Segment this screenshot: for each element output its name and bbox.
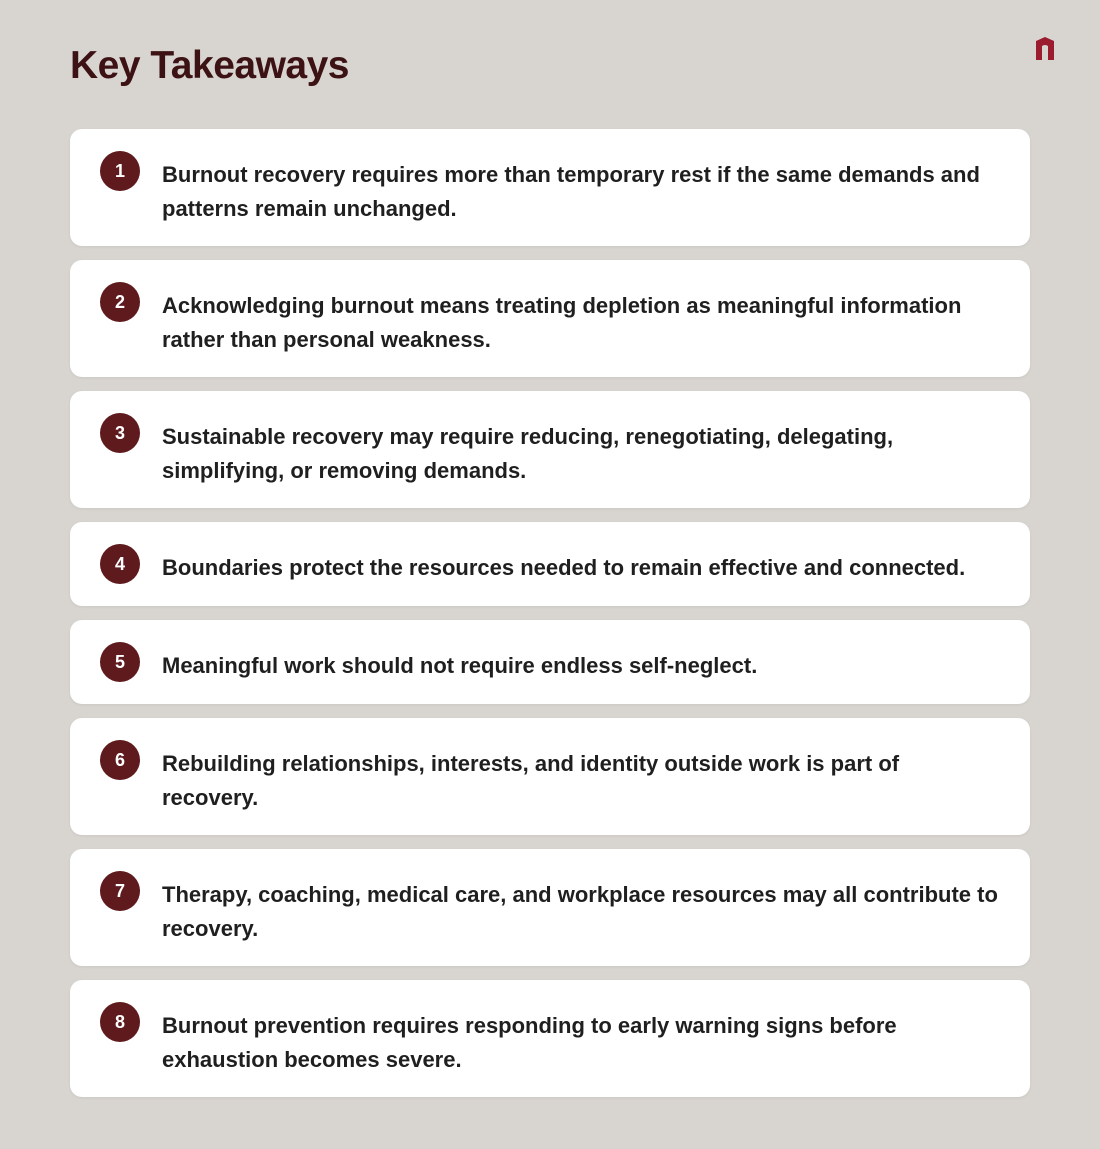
number-badge: 4 (100, 544, 140, 584)
takeaway-text: Burnout recovery requires more than temporary rest if the same demands and patterns remain unchanged. (162, 162, 980, 221)
takeaway-card (70, 718, 1030, 835)
number-badge: 7 (100, 871, 140, 911)
takeaway-text: Boundaries protect the resources needed to remain effective and connected. (162, 555, 966, 580)
takeaway-card (70, 391, 1030, 508)
number-badge: 1 (100, 151, 140, 191)
takeaway-text: Sustainable recovery may require reducing, renegotiating, delegating, simplifying, or removing demands. (162, 424, 894, 483)
takeaway-card (70, 129, 1030, 246)
number-badge: 3 (100, 413, 140, 453)
takeaway-text: Therapy, coaching, medical care, and workplace resources may all contribute to recovery. (162, 882, 998, 941)
takeaway-text: Meaningful work should not require endless self-neglect. (162, 653, 758, 678)
number-badge: 8 (100, 1002, 140, 1042)
shield-logo-icon (1034, 37, 1056, 61)
number-badge: 6 (100, 740, 140, 780)
takeaway-text: Rebuilding relationships, interests, and identity outside work is part of recovery. (162, 751, 900, 810)
takeaway-card (70, 522, 1030, 606)
takeaway-text: Acknowledging burnout means treating depletion as meaningful information rather than personal weakness. (162, 293, 962, 352)
takeaway-card (70, 260, 1030, 377)
number-badge: 5 (100, 642, 140, 682)
number-badge: 2 (100, 282, 140, 322)
takeaway-card (70, 620, 1030, 704)
takeaways-list (70, 129, 1030, 1111)
takeaway-text: Burnout prevention requires responding to early warning signs before exhaustion becomes severe. (162, 1013, 897, 1072)
page-title: Key Takeaways (70, 44, 349, 87)
takeaway-card (70, 849, 1030, 966)
takeaway-card (70, 980, 1030, 1097)
